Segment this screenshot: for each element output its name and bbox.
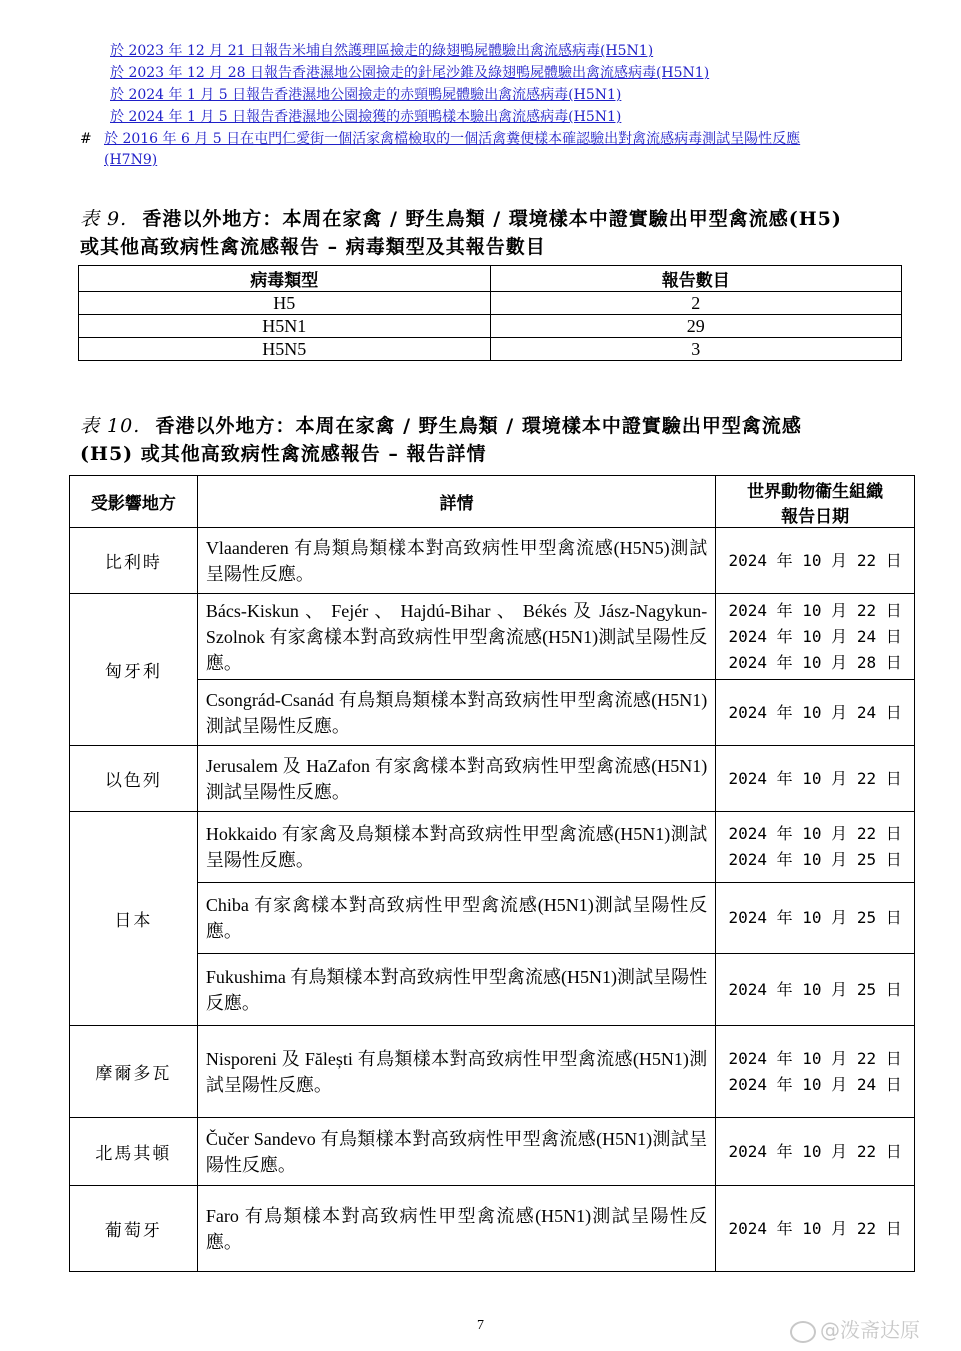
date-cell <box>716 680 915 746</box>
table9-header-count: 報告數目 <box>490 266 902 292</box>
date-cell <box>716 812 915 883</box>
table-row <box>79 292 902 315</box>
table10-title-line2: (H5) 或其他高致病性禽流感報告 – 報告詳情 <box>80 443 487 465</box>
table9 <box>78 265 902 361</box>
watermark <box>790 1314 920 1343</box>
footnote-link-5-cont[interactable]: (H7N9) <box>104 152 158 168</box>
footnote-link-2[interactable]: 於 2023 年 12 月 28 日報告香港濕地公園撿走的針尾沙錐及綠翅鴨屍體驗出禽流感病毒(H5N1) <box>110 65 710 81</box>
table9-label: 表 9. <box>80 208 128 230</box>
table-row <box>70 528 915 594</box>
report-date: 2024 年 10 月 24 日 <box>728 626 902 646</box>
report-date: 2024 年 10 月 22 日 <box>728 600 902 620</box>
table9-title-line1: 香港以外地方：本周在家禽 / 野生鳥類 / 環境樣本中證實驗出甲型禽流感(H5) <box>142 208 842 230</box>
report-date: 2024 年 10 月 25 日 <box>728 850 902 869</box>
date-cell <box>716 1118 915 1186</box>
report-date: 2024 年 10 月 22 日 <box>728 1141 902 1161</box>
table9-header-virus: 病毒類型 <box>79 266 491 292</box>
report-date: 2024 年 10 月 22 日 <box>728 550 902 570</box>
date-cell <box>716 1026 915 1118</box>
report-date: 2024 年 10 月 25 日 <box>728 908 902 927</box>
report-date: 2024 年 10 月 22 日 <box>728 1218 902 1238</box>
detail-cell: Hokkaido 有家禽及鳥類樣本對高致病性甲型禽流感(H5N1)測試呈陽性反應。 <box>197 812 715 883</box>
report-date: 2024 年 10 月 25 日 <box>728 979 902 999</box>
detail-cell: Faro 有鳥類樣本對高致病性甲型禽流感(H5N1)測試呈陽性反應。 <box>197 1186 715 1272</box>
table10-title-line1: 香港以外地方：本周在家禽 / 野生鳥類 / 環境樣本中證實驗出甲型禽流感 <box>155 415 802 437</box>
report-date: 2024 年 10 月 22 日 <box>728 1048 902 1068</box>
table-row <box>79 315 902 338</box>
table10-label: 表 10. <box>80 415 141 437</box>
detail-cell: Csongrád-Csanád 有鳥類鳥類樣本對高致病性甲型禽流感(H5N1)測試呈陽性反應。 <box>197 680 715 746</box>
footnote-link-3[interactable]: 於 2024 年 1 月 5 日報告香港濕地公園撿走的赤頸鴨屍體驗出禽流感病毒(H5N1) <box>110 87 622 103</box>
report-count: 29 <box>490 315 902 338</box>
report-date: 2024 年 10 月 24 日 <box>728 702 902 722</box>
table10-header-detail: 詳情 <box>197 476 715 528</box>
detail-cell: Chiba 有家禽樣本對高致病性甲型禽流感(H5N1)測試呈陽性反應。 <box>197 883 715 954</box>
table-row <box>70 812 915 883</box>
page-number: 7 <box>477 1318 484 1333</box>
table-row <box>70 1026 915 1118</box>
detail-cell: Fukushima 有鳥類樣本對高致病性甲型禽流感(H5N1)測試呈陽性反應。 <box>197 954 715 1026</box>
table-row <box>70 746 915 812</box>
table10-header-region: 受影響地方 <box>70 476 198 528</box>
table10-header-date <box>716 476 915 528</box>
watermark-text: @泼斋达原 <box>820 1318 920 1342</box>
region-cell: 摩爾多瓦 <box>70 1026 198 1118</box>
date-cell <box>716 883 915 954</box>
region-cell: 葡萄牙 <box>70 1186 198 1272</box>
region-cell: 匈牙利 <box>70 594 198 746</box>
detail-cell: Vlaanderen 有鳥類鳥類樣本對高致病性甲型禽流感(H5N5)測試呈陽性反應。 <box>197 528 715 594</box>
table-row <box>79 338 902 361</box>
table9-title-line2: 或其他高致病性禽流感報告 – 病毒類型及其報告數目 <box>80 236 546 258</box>
virus-type: H5 <box>79 292 491 315</box>
detail-cell: Čučer Sandevo 有鳥類樣本對高致病性甲型禽流感(H5N1)測試呈陽性反應。 <box>197 1118 715 1186</box>
table-row <box>70 594 915 680</box>
footnote-link-5[interactable]: 於 2016 年 6 月 5 日在屯門仁愛街一個活家禽檔檢取的一個活禽糞便樣本確認驗出對禽流感病毒測試呈陽性反應 <box>104 131 801 147</box>
table9-caption <box>80 205 920 261</box>
region-cell: 北馬其頓 <box>70 1118 198 1186</box>
virus-type: H5N5 <box>79 338 491 361</box>
region-cell: 比利時 <box>70 528 198 594</box>
date-cell <box>716 528 915 594</box>
table-row <box>70 1118 915 1186</box>
table10-caption <box>80 412 910 468</box>
report-date: 2024 年 10 月 22 日 <box>728 768 902 788</box>
date-cell <box>716 594 915 680</box>
table-row <box>70 1186 915 1272</box>
report-date: 2024 年 10 月 24 日 <box>728 1074 902 1094</box>
region-cell: 以色列 <box>70 746 198 812</box>
report-count: 3 <box>490 338 902 361</box>
date-cell <box>716 1186 915 1272</box>
detail-cell: Bács-Kiskun 、 Fejér 、 Hajdú-Bihar 、 Békés 及 Jász-Nagykun-Szolnok 有家禽樣本對高致病性甲型禽流感(H5N1)測試呈陽性反應。 <box>197 594 715 680</box>
footnote-link-1[interactable]: 於 2023 年 12 月 21 日報告米埔自然護理區撿走的綠翅鴨屍體驗出禽流感病毒(H5N1) <box>110 43 654 59</box>
detail-cell: Jerusalem 及 HaZafon 有家禽樣本對高致病性甲型禽流感(H5N1)測試呈陽性反應。 <box>197 746 715 812</box>
virus-type: H5N1 <box>79 315 491 338</box>
detail-cell: Nisporeni 及 Fălești 有鳥類樣本對高致病性甲型禽流感(H5N1)測試呈陽性反應。 <box>197 1026 715 1118</box>
date-cell <box>716 746 915 812</box>
report-count: 2 <box>490 292 902 315</box>
header-date-line2: 報告日期 <box>781 506 850 527</box>
report-date: 2024 年 10 月 22 日 <box>728 824 902 843</box>
report-date: 2024 年 10 月 28 日 <box>728 652 902 672</box>
table10 <box>69 475 915 1272</box>
footnote-link-4[interactable]: 於 2024 年 1 月 5 日報告香港濕地公園撿獲的赤頸鴨樣本驗出禽流感病毒(H5N1) <box>110 109 622 125</box>
hash-marker: # <box>80 131 92 147</box>
weibo-icon <box>790 1321 816 1343</box>
region-cell: 日本 <box>70 812 198 1026</box>
header-date-line1: 世界動物衞生組織 <box>747 481 884 502</box>
date-cell <box>716 954 915 1026</box>
